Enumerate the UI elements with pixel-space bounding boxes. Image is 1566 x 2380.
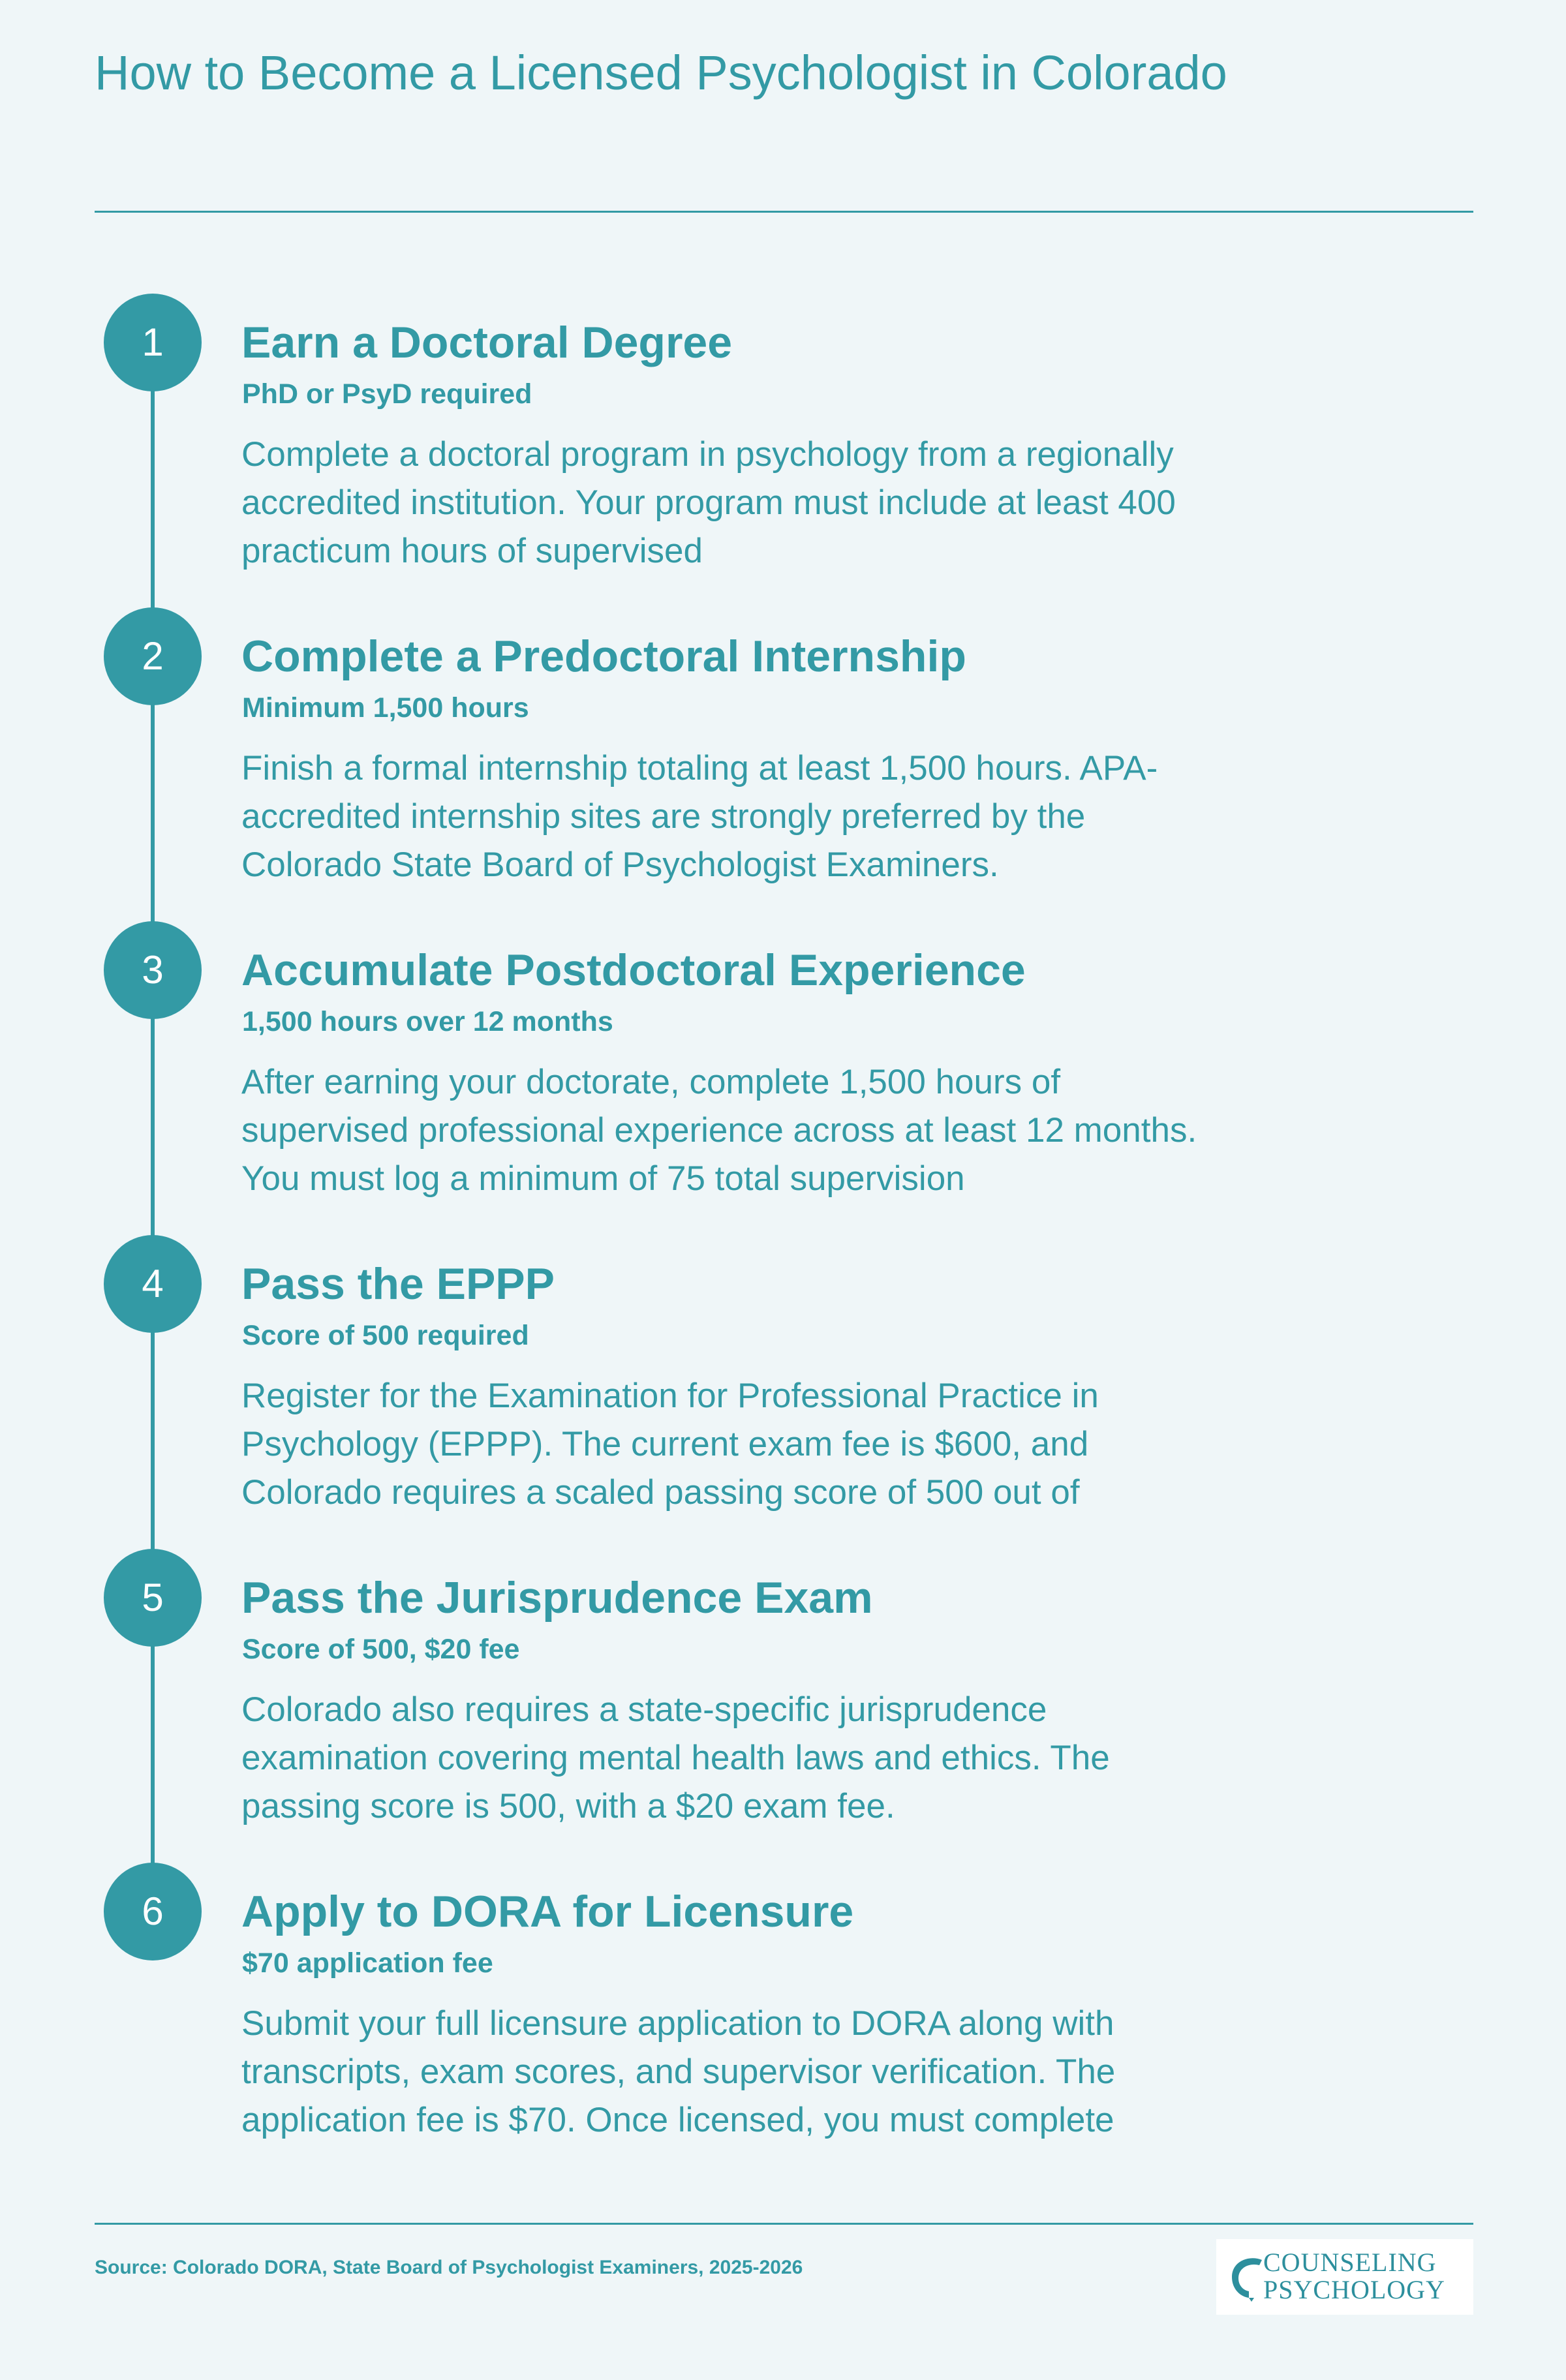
step-number-badge: 3	[104, 921, 202, 1019]
step-2	[0, 607, 1566, 921]
step-description: Finish a formal internship totaling at least 1,500 hours. APA-accredited internship sites are strongly preferred by the Colorado State Board of Psychologist Examiners.	[241, 749, 1158, 884]
step-subtitle: PhD or PsyD required	[242, 378, 532, 410]
step-description: Colorado also requires a state-specific jurisprudence examination covering mental health laws and ethics. The passing score is 500, with a $20 exam fee.	[241, 1690, 1110, 1825]
step-number-badge: 6	[104, 1863, 202, 1960]
step-description: After earning your doctorate, complete 1,500 hours of supervised professional experience across at least 12 months. You must log a minimum of 75 total supervision	[241, 1063, 1197, 1198]
step-title: Apply to DORA for Licensure	[241, 1887, 854, 1936]
step-description: Register for the Examination for Professional Practice in Psychology (EPPP). The current exam fee is $600, and Colorado requires a scaled passing score of 500 out of	[241, 1377, 1099, 1512]
logo-text-line-1: COUNSELING	[1263, 2248, 1437, 2277]
step-4	[0, 1235, 1566, 1548]
step-6	[0, 1863, 1566, 2176]
step-number-badge: 1	[104, 294, 202, 391]
step-5	[0, 1549, 1566, 1862]
step-subtitle: 1,500 hours over 12 months	[242, 1006, 613, 1037]
step-title: Complete a Predoctoral Internship	[241, 632, 966, 681]
step-subtitle: Score of 500 required	[242, 1320, 529, 1351]
page-title: How to Become a Licensed Psychologist in Colorado	[95, 46, 1227, 100]
step-number-badge: 2	[104, 607, 202, 705]
counseling-psychology-logo	[1216, 2239, 1473, 2315]
source-citation: Source: Colorado DORA, State Board of Psychologist Examiners, 2025-2026	[95, 2257, 803, 2278]
step-subtitle: Minimum 1,500 hours	[242, 692, 529, 724]
header-divider	[95, 211, 1473, 213]
step-description: Submit your full licensure application to DORA along with transcripts, exam scores, and supervisor verification. The application fee is $70. Once licensed, you must complete	[241, 2004, 1116, 2139]
footer-divider	[95, 2223, 1473, 2225]
step-subtitle: Score of 500, $20 fee	[242, 1634, 520, 1665]
step-title: Pass the EPPP	[241, 1259, 555, 1309]
step-number-badge: 5	[104, 1549, 202, 1647]
step-description: Complete a doctoral program in psychology from a regionally accredited institution. Your program must include at least 400 practicum hours of supervised	[241, 435, 1176, 570]
step-title: Earn a Doctoral Degree	[241, 318, 733, 367]
step-title: Pass the Jurisprudence Exam	[241, 1573, 873, 1623]
step-subtitle: $70 application fee	[242, 1947, 493, 1979]
step-number-badge: 4	[104, 1235, 202, 1333]
step-1	[0, 294, 1566, 607]
step-title: Accumulate Postdoctoral Experience	[241, 945, 1026, 995]
step-3	[0, 921, 1566, 1234]
logo-text-line-2: PSYCHOLOGY	[1263, 2275, 1445, 2304]
